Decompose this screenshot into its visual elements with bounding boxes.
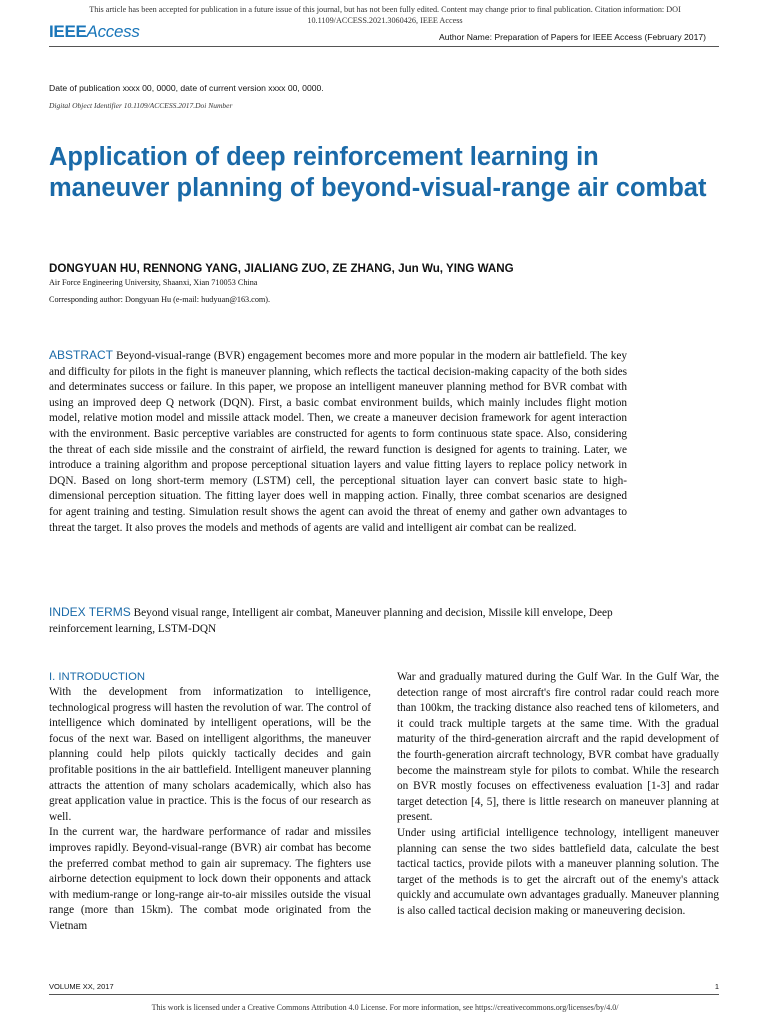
intro-paragraph-2: In the current war, the hardware performance of radar and missiles improves rapidly. Beyond-visual-range (BVR) air combat has become the preferred combat method to gain air supremacy. The fighters use airborne detection equipment to lock down their opponents and attack with medium-range or long-range air-to-air missiles outside the visual range (more than 15km). The combat mode originated from the Vietnam <box>49 826 371 932</box>
doi-line: Digital Object Identifier 10.1109/ACCESS.2017.Doi Number <box>49 101 233 110</box>
section-heading-introduction: I. INTRODUCTION <box>49 671 146 683</box>
logo-ieee-text: IEEE <box>49 22 87 41</box>
left-column <box>49 670 371 935</box>
paper-title: Application of deep reinforcement learning in maneuver planning of beyond-visual-range air combat <box>49 143 707 202</box>
right-column <box>397 670 719 920</box>
index-terms <box>49 605 627 637</box>
notice-line-2: 10.1109/ACCESS.2021.3060426, IEEE Access <box>307 16 463 25</box>
corresponding-author: Corresponding author: Dongyuan Hu (e-mail: hudyuan@163.com). <box>49 295 271 304</box>
index-terms-label: INDEX TERMS <box>49 605 131 619</box>
publication-date: Date of publication xxxx 00, 0000, date of current version xxxx 00, 0000. <box>49 83 324 93</box>
journal-notice <box>40 4 730 26</box>
author-list: DONGYUAN HU, RENNONG YANG, JIALIANG ZUO, ZE ZHANG, Jun Wu, YING WANG <box>49 262 514 275</box>
abstract-text: Beyond-visual-range (BVR) engagement becomes more and more popular in the modern air battlefield. The key and difficulty for pilots in the fight is maneuver planning, which reflects the tactical decision-making capacity of the both sides and determinates success or failure. In this paper, we propose an intelligent maneuver planning method for BVR combat with using an improved deep Q network (DQN). First, a basic combat environment builds, which mainly includes flight motion model, relative motion model and missile attack model. Then, we create a maneuver decision framework for agent interaction with the environment. Basic perceptive variables are constructed for agents to form continuous state space. Also, considering the threat of each side missile and the constraint of airfield, the reward function is designed for agents to training. Later, we introduce a training algorithm and propose perceptional situation layers and value fitting layers to replace policy network in DQN. Based on long short-term memory (LSTM) cell, the perceptional situation layer can convert basic state to high-dimensional perception situation. The fitting layer does well in mapping action. Finally, three combat scenarios are designed for agent training and testing. Simulation result shows the agent can avoid the threat of enemy and gather own advantages to threat the target. It also proves the models and methods of agents are valid and intelligent air combat can be realized. <box>49 350 628 534</box>
logo-access-text: Access <box>86 22 140 41</box>
intro-paragraph-4: Under using artificial intelligence technology, intelligent maneuver planning can sense the two sides battlefield data, calculate the best tactical tactics, provide pilots with a maneuver planning solution. The target of the methods is to get the aircraft out of the enemy's attack quickly and accumulate own advantages gradually. Maneuver planning is also called tactical decision making or maneuvering decision. <box>397 826 719 917</box>
ieee-access-logo <box>49 22 140 42</box>
abstract <box>49 348 627 536</box>
abstract-label: ABSTRACT <box>49 348 114 362</box>
affiliation: Air Force Engineering University, Shaanxi, Xian 710053 China <box>49 278 258 287</box>
license-notice: This work is licensed under a Creative Commons Attribution 4.0 License. For more information, see https://creativecommons.org/licenses/by/4.0/ <box>151 1003 619 1012</box>
index-terms-text: Beyond visual range, Intelligent air combat, Maneuver planning and decision, Missile kill envelope, Deep reinforcement learning, LSTM-DQN <box>49 607 613 635</box>
notice-line-1: This article has been accepted for publication in a future issue of this journal, but has not been fully edited. Content may change prior to final publication. Citation information: DOI <box>89 5 681 14</box>
volume-label: VOLUME XX, 2017 <box>49 982 114 991</box>
running-header: Author Name: Preparation of Papers for IEEE Access (February 2017) <box>438 32 706 42</box>
header-divider <box>49 46 719 47</box>
intro-paragraph-3: War and gradually matured during the Gulf War. In the Gulf War, the detection range of most aircraft's fire control radar could reach more than 100km, the tracking distance also reached tens of kilometers, and it could track multiple targets at the same time. With the gradual maturity of the third-generation aircraft and the rapid development of the fourth-generation aircraft technology, BVR combat have gradually become the mainstream style for pilots to combat. While the research on BVR mostly focuses on effectiveness evaluation [1-3] and radar target detection [4, 5], there is little research on maneuver planning at present. <box>397 671 719 824</box>
footer-divider <box>49 994 719 995</box>
page-number: 1 <box>714 982 719 991</box>
intro-paragraph-1: With the development from informatization to intelligence, technological progress will hasten the revolution of war. The control of intelligence which dominated by intelligent operations, will be the focus of the next war. Based on intelligent algorithms, the maneuver planning could help pilots quickly tactically decides and gain profitable positions in the air battlefield. Intelligent maneuver planning attracts the attention of many scholars academically, which also has great application value in practice. This is the focus of our research as well. <box>49 686 371 823</box>
